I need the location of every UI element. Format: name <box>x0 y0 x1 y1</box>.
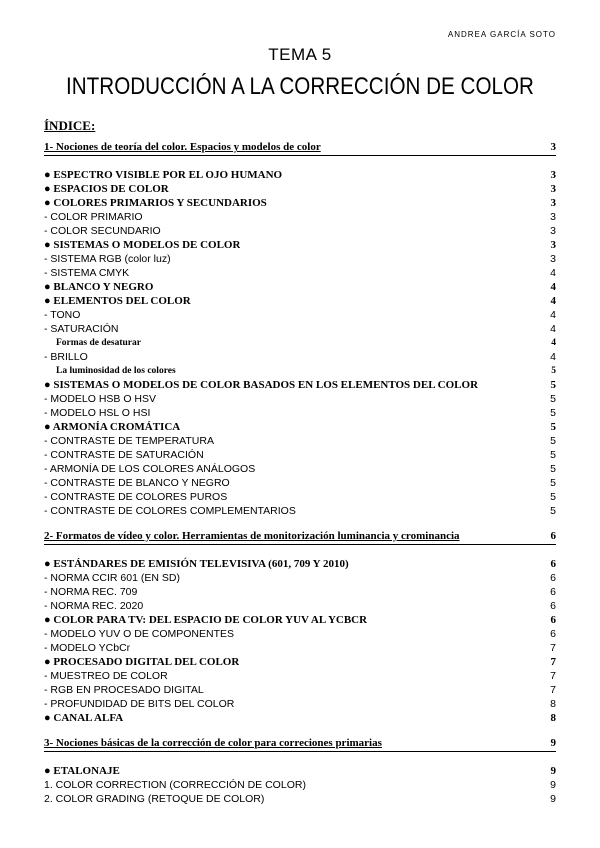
toc-page-number: 4 <box>550 309 556 321</box>
toc-page-number: 5 <box>550 477 556 489</box>
toc-entry[interactable] <box>44 599 556 613</box>
toc-page-number: 6 <box>550 628 556 640</box>
toc-entry[interactable] <box>44 462 556 476</box>
toc-entry[interactable] <box>44 613 556 627</box>
toc-section-entry[interactable] <box>44 141 556 156</box>
toc-entry-title: ● ETALONAJE <box>44 765 120 777</box>
toc-entry[interactable] <box>44 378 556 392</box>
author-header: ANDREA GARCÍA SOTO <box>447 30 556 39</box>
toc-entry-title: - MUESTREO DE COLOR <box>44 670 168 682</box>
toc-entry[interactable] <box>44 210 556 224</box>
toc-entry[interactable] <box>44 168 556 182</box>
toc-page-number: 9 <box>550 793 556 805</box>
toc-entry-title: ● SISTEMAS O MODELOS DE COLOR <box>44 239 241 251</box>
toc-entry[interactable] <box>44 764 556 778</box>
toc-entry-title: - CONTRASTE DE TEMPERATURA <box>44 435 214 447</box>
toc-entry-title: Formas de desaturar <box>56 338 141 348</box>
toc-entry-title: - MODELO HSL O HSI <box>44 407 151 419</box>
toc-entry[interactable] <box>44 308 556 322</box>
toc-entry[interactable] <box>44 420 556 434</box>
toc-page-number: 5 <box>550 505 556 517</box>
toc-section-entry[interactable] <box>44 530 556 545</box>
toc-page-number: 5 <box>550 435 556 447</box>
toc-page-number: 5 <box>550 393 556 405</box>
toc-page-number: 5 <box>550 491 556 503</box>
toc-entry-title: ● ESPACIOS DE COLOR <box>44 183 169 195</box>
toc-entry[interactable] <box>44 792 556 806</box>
toc-entry[interactable] <box>44 627 556 641</box>
toc-page-number: 7 <box>550 642 556 654</box>
toc-entry[interactable] <box>44 711 556 725</box>
toc-entry-title: - SISTEMA CMYK <box>44 267 130 279</box>
toc-entry-title: - CONTRASTE DE BLANCO Y NEGRO <box>44 477 230 489</box>
toc-entry[interactable] <box>44 434 556 448</box>
toc-entry[interactable] <box>44 655 556 669</box>
toc-page-number: 9 <box>550 737 556 749</box>
toc-page-number: 6 <box>550 614 556 626</box>
toc-entry[interactable] <box>44 406 556 420</box>
toc-page-number: 3 <box>550 225 556 237</box>
toc-entry[interactable] <box>44 697 556 711</box>
toc-page-number: 3 <box>550 183 556 195</box>
table-of-contents <box>44 141 556 806</box>
toc-entry-title: - MODELO HSB O HSV <box>44 393 157 405</box>
toc-entry-title: ● ELEMENTOS DEL COLOR <box>44 295 191 307</box>
toc-entry[interactable] <box>44 683 556 697</box>
toc-page-number: 9 <box>550 779 556 791</box>
toc-page-number: 4 <box>550 281 556 293</box>
toc-spacer <box>44 518 556 530</box>
toc-page-number: 6 <box>550 572 556 584</box>
toc-entry[interactable] <box>44 392 556 406</box>
toc-entry[interactable] <box>44 504 556 518</box>
toc-entry-title: - NORMA REC. 2020 <box>44 600 144 612</box>
page-title: INTRODUCCIÓN A LA CORRECCIÓN DE COLOR <box>66 73 534 100</box>
toc-entry-title: ● COLOR PARA TV: DEL ESPACIO DE COLOR YUV AL YCBCR <box>44 614 368 626</box>
index-label: ÍNDICE: <box>44 118 96 133</box>
toc-section-entry[interactable] <box>44 737 556 752</box>
toc-page-number: 4 <box>551 338 556 348</box>
toc-entry[interactable] <box>44 280 556 294</box>
toc-page-number: 3 <box>550 141 556 153</box>
toc-entry-title: ● COLORES PRIMARIOS Y SECUNDARIOS <box>44 197 267 209</box>
toc-entry[interactable] <box>44 448 556 462</box>
toc-page-number: 6 <box>550 558 556 570</box>
toc-spacer <box>44 156 556 168</box>
toc-page-number: 5 <box>550 421 556 433</box>
toc-entry-title: 1- Nociones de teoría del color. Espacios y modelos de color <box>44 141 321 153</box>
toc-entry[interactable] <box>44 294 556 308</box>
toc-entry[interactable] <box>44 224 556 238</box>
toc-spacer <box>44 752 556 764</box>
toc-entry-title: - CONTRASTE DE COLORES PUROS <box>44 491 228 503</box>
toc-page-number: 3 <box>550 169 556 181</box>
toc-entry-title: - MODELO YCbCr <box>44 642 131 654</box>
toc-entry-title: - CONTRASTE DE COLORES COMPLEMENTARIOS <box>44 505 296 517</box>
toc-entry[interactable] <box>44 322 556 336</box>
toc-entry-title: ● SISTEMAS O MODELOS DE COLOR BASADOS EN LOS ELEMENTOS DEL COLOR <box>44 379 479 391</box>
toc-entry[interactable] <box>44 571 556 585</box>
toc-page-number: 4 <box>550 351 556 363</box>
toc-page-number: 9 <box>550 765 556 777</box>
toc-entry-title: ● ESTÁNDARES DE EMISIÓN TELEVISIVA (601, 709 Y 2010) <box>44 558 349 570</box>
toc-page-number: 4 <box>550 323 556 335</box>
toc-page-number: 3 <box>550 253 556 265</box>
toc-page-number: 7 <box>550 656 556 668</box>
toc-page-number: 6 <box>550 530 556 542</box>
toc-entry-title: 3- Nociones básicas de la corrección de color para correciones primarias <box>44 737 382 749</box>
toc-page-number: 6 <box>550 586 556 598</box>
toc-entry[interactable] <box>44 585 556 599</box>
toc-entry-title: 1. COLOR CORRECTION (CORRECCIÓN DE COLOR) <box>44 779 306 791</box>
toc-entry-title: - RGB EN PROCESADO DIGITAL <box>44 684 204 696</box>
toc-entry-title: 2- Formatos de vídeo y color. Herramientas de monitorización luminancia y crominancia <box>44 530 460 542</box>
toc-entry-title: - TONO <box>44 309 81 321</box>
toc-entry-title: - NORMA REC. 709 <box>44 586 138 598</box>
toc-entry-title: ● PROCESADO DIGITAL DEL COLOR <box>44 656 240 668</box>
toc-page-number: 5 <box>550 379 556 391</box>
toc-entry-title: ● BLANCO Y NEGRO <box>44 281 154 293</box>
toc-spacer <box>44 725 556 737</box>
toc-page-number: 3 <box>550 211 556 223</box>
toc-page-number: 8 <box>550 712 556 724</box>
toc-entry[interactable] <box>44 778 556 792</box>
toc-entry-title: - COLOR SECUNDARIO <box>44 225 161 237</box>
toc-entry[interactable] <box>44 182 556 196</box>
toc-entry-title: - ARMONÍA DE LOS COLORES ANÁLOGOS <box>44 463 256 475</box>
toc-entry-title: ● ARMONÍA CROMÁTICA <box>44 421 181 433</box>
toc-page-number: 5 <box>550 463 556 475</box>
toc-entry-title: ● CANAL ALFA <box>44 712 124 724</box>
toc-entry[interactable] <box>44 266 556 280</box>
toc-entry-title: ● ESPECTRO VISIBLE POR EL OJO HUMANO <box>44 169 283 181</box>
toc-page-number: 6 <box>550 600 556 612</box>
tema-heading: TEMA 5 <box>268 45 332 64</box>
toc-page-number: 5 <box>550 407 556 419</box>
toc-page-number: 7 <box>550 670 556 682</box>
toc-entry-title: - SISTEMA RGB (color luz) <box>44 253 171 265</box>
toc-spacer <box>44 545 556 557</box>
toc-page-number: 8 <box>550 698 556 710</box>
toc-entry[interactable] <box>44 238 556 252</box>
toc-entry[interactable] <box>44 641 556 655</box>
toc-entry[interactable] <box>44 350 556 364</box>
toc-entry-title: - BRILLO <box>44 351 88 363</box>
toc-page-number: 5 <box>551 366 556 376</box>
toc-entry-title: 2. COLOR GRADING (RETOQUE DE COLOR) <box>44 793 265 805</box>
toc-entry-title: La luminosidad de los colores <box>56 366 176 376</box>
toc-page-number: 5 <box>550 449 556 461</box>
toc-entry[interactable] <box>44 557 556 571</box>
toc-entry-title: - NORMA CCIR 601 (EN SD) <box>44 572 180 584</box>
toc-entry-title: - SATURACIÓN <box>44 323 119 335</box>
toc-entry-title: - COLOR PRIMARIO <box>44 211 143 223</box>
toc-page-number: 3 <box>550 197 556 209</box>
toc-page-number: 4 <box>550 267 556 279</box>
toc-entry[interactable] <box>44 476 556 490</box>
toc-entry[interactable] <box>44 669 556 683</box>
toc-entry[interactable] <box>44 336 556 350</box>
toc-entry-title: - PROFUNDIDAD DE BITS DEL COLOR <box>44 698 235 710</box>
toc-page-number: 4 <box>550 295 556 307</box>
toc-page-number: 7 <box>550 684 556 696</box>
toc-entry[interactable] <box>44 252 556 266</box>
toc-page-number: 3 <box>550 239 556 251</box>
toc-entry[interactable] <box>44 490 556 504</box>
toc-entry-title: - CONTRASTE DE SATURACIÓN <box>44 449 204 461</box>
toc-entry[interactable] <box>44 364 556 378</box>
toc-entry-title: - MODELO YUV O DE COMPONENTES <box>44 628 234 640</box>
toc-entry[interactable] <box>44 196 556 210</box>
